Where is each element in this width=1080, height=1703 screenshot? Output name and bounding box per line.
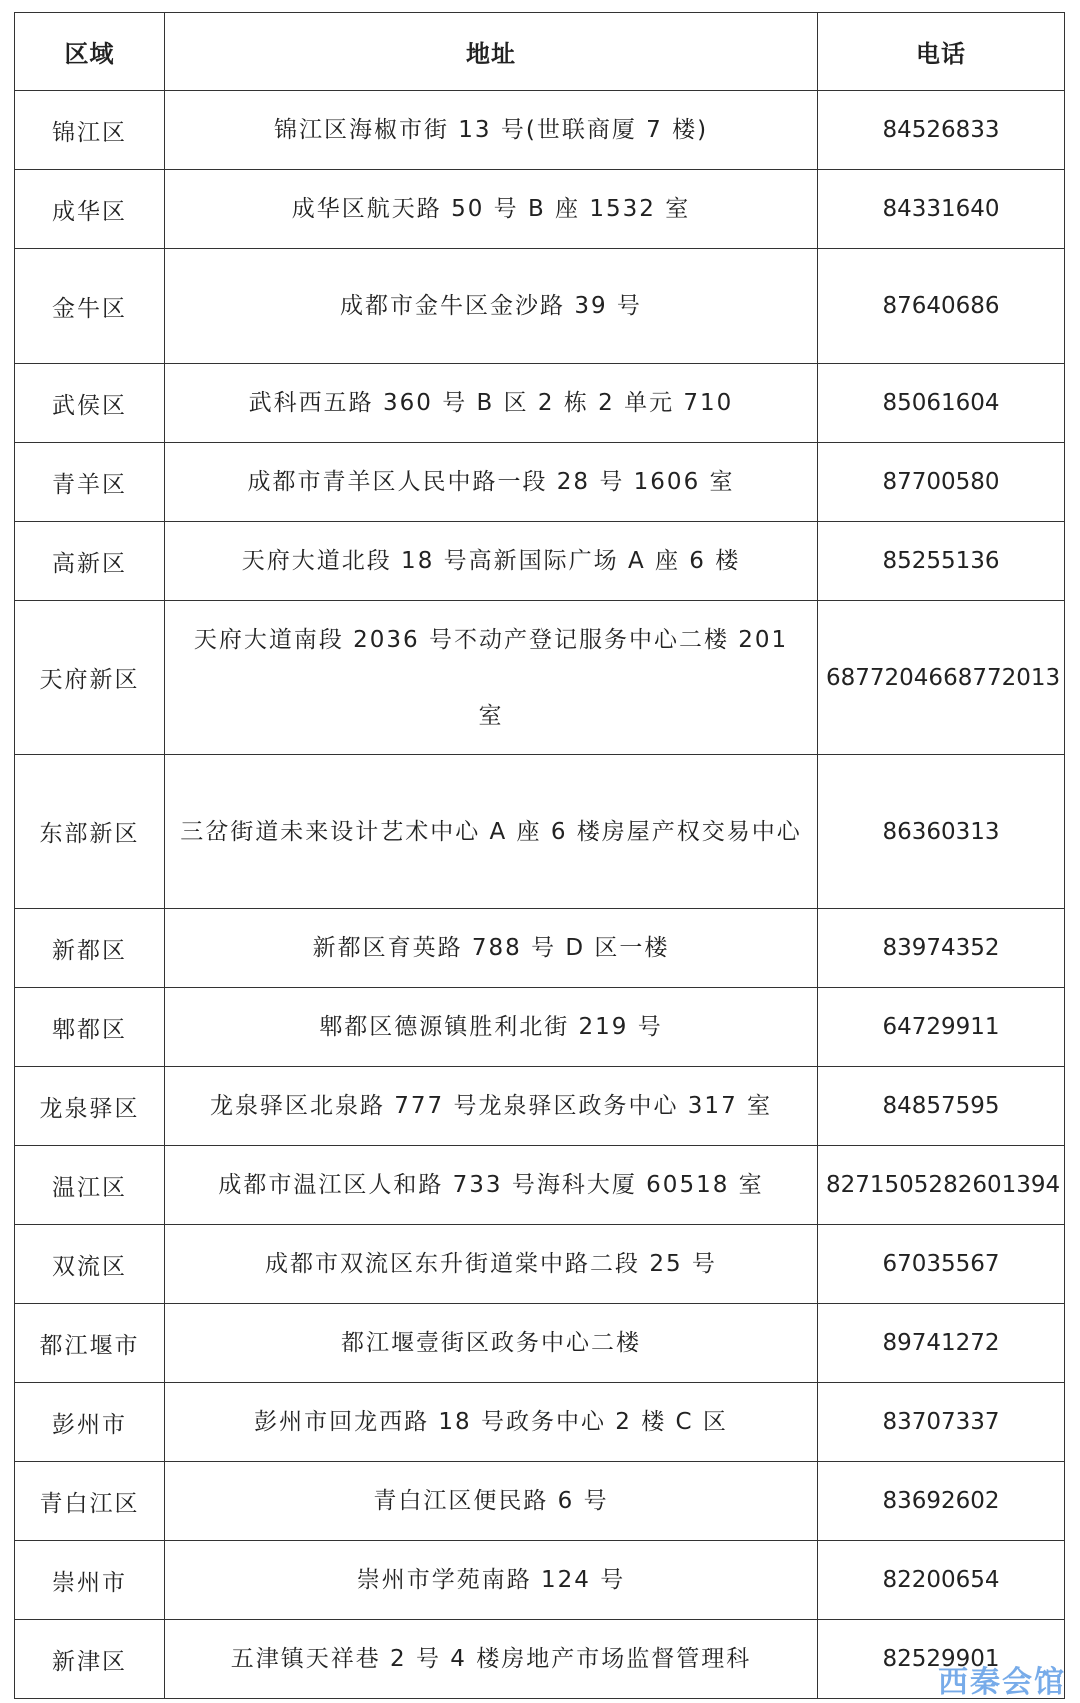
table-row	[15, 1620, 1065, 1699]
district-cell: 龙泉驿区	[15, 1067, 165, 1146]
district-cell: 高新区	[15, 522, 165, 601]
phone-cell: 83974352	[818, 909, 1065, 988]
table-row	[15, 1462, 1065, 1541]
address-cell: 成都市温江区人和路 733 号海科大厦 60518 室	[165, 1146, 818, 1225]
phone-cell: 8271505282601394	[818, 1146, 1065, 1225]
table-row	[15, 364, 1065, 443]
address-cell: 五津镇天祥巷 2 号 4 楼房地产市场监督管理科	[165, 1620, 818, 1699]
phone-cell: 67035567	[818, 1225, 1065, 1304]
watermark-logo: 西秦会馆	[938, 1665, 1066, 1700]
phone-cell: 89741272	[818, 1304, 1065, 1383]
address-cell: 都江堰壹街区政务中心二楼	[165, 1304, 818, 1383]
table-row	[15, 522, 1065, 601]
table-row	[15, 755, 1065, 909]
district-cell: 郫都区	[15, 988, 165, 1067]
phone-cell: 84331640	[818, 170, 1065, 249]
address-cell: 成都市双流区东升街道棠中路二段 25 号	[165, 1225, 818, 1304]
phone-cell: 64729911	[818, 988, 1065, 1067]
address-cell: 三岔街道未来设计艺术中心 A 座 6 楼房屋产权交易中心	[165, 755, 818, 909]
address-cell: 郫都区德源镇胜利北街 219 号	[165, 988, 818, 1067]
table-row	[15, 909, 1065, 988]
address-cell: 成都市青羊区人民中路一段 28 号 1606 室	[165, 443, 818, 522]
district-cell: 都江堰市	[15, 1304, 165, 1383]
phone-cell: 82200654	[818, 1541, 1065, 1620]
header-phone: 电话	[818, 13, 1065, 91]
table-row	[15, 1225, 1065, 1304]
phone-cell: 82529901	[818, 1620, 1065, 1699]
address-cell: 崇州市学苑南路 124 号	[165, 1541, 818, 1620]
district-cell: 成华区	[15, 170, 165, 249]
table-row	[15, 170, 1065, 249]
phone-cell: 85061604	[818, 364, 1065, 443]
table-row	[15, 601, 1065, 755]
office-table-container	[14, 12, 1064, 1699]
address-cell: 成华区航天路 50 号 B 座 1532 室	[165, 170, 818, 249]
phone-cell: 84526833	[818, 91, 1065, 170]
phone-cell: 87640686	[818, 249, 1065, 364]
table-row	[15, 443, 1065, 522]
table-row	[15, 988, 1065, 1067]
district-cell: 温江区	[15, 1146, 165, 1225]
address-cell: 锦江区海椒市街 13 号(世联商厦 7 楼)	[165, 91, 818, 170]
table-row	[15, 1067, 1065, 1146]
table-row	[15, 1304, 1065, 1383]
address-cell: 龙泉驿区北泉路 777 号龙泉驿区政务中心 317 室	[165, 1067, 818, 1146]
district-cell: 天府新区	[15, 601, 165, 755]
table-row	[15, 1383, 1065, 1462]
phone-cell: 83692602	[818, 1462, 1065, 1541]
phone-cell: 84857595	[818, 1067, 1065, 1146]
phone-cell: 86360313	[818, 755, 1065, 909]
table-header-row	[15, 13, 1065, 91]
address-cell: 新都区育英路 788 号 D 区一楼	[165, 909, 818, 988]
district-cell: 锦江区	[15, 91, 165, 170]
phone-cell: 6877204668772013	[818, 601, 1065, 755]
district-cell: 东部新区	[15, 755, 165, 909]
phone-cell: 83707337	[818, 1383, 1065, 1462]
table-row	[15, 91, 1065, 170]
office-table	[14, 12, 1065, 1699]
table-row	[15, 249, 1065, 364]
phone-cell: 85255136	[818, 522, 1065, 601]
district-cell: 青羊区	[15, 443, 165, 522]
district-cell: 青白江区	[15, 1462, 165, 1541]
district-cell: 金牛区	[15, 249, 165, 364]
address-cell: 天府大道北段 18 号高新国际广场 A 座 6 楼	[165, 522, 818, 601]
district-cell: 双流区	[15, 1225, 165, 1304]
table-row	[15, 1146, 1065, 1225]
district-cell: 武侯区	[15, 364, 165, 443]
district-cell: 新津区	[15, 1620, 165, 1699]
table-row	[15, 1541, 1065, 1620]
address-cell: 成都市金牛区金沙路 39 号	[165, 249, 818, 364]
header-address: 地址	[165, 13, 818, 91]
address-cell: 天府大道南段 2036 号不动产登记服务中心二楼 201 室	[165, 601, 818, 755]
district-cell: 新都区	[15, 909, 165, 988]
header-district: 区域	[15, 13, 165, 91]
address-cell: 彭州市回龙西路 18 号政务中心 2 楼 C 区	[165, 1383, 818, 1462]
district-cell: 彭州市	[15, 1383, 165, 1462]
address-cell: 武科西五路 360 号 B 区 2 栋 2 单元 710	[165, 364, 818, 443]
address-cell: 青白江区便民路 6 号	[165, 1462, 818, 1541]
district-cell: 崇州市	[15, 1541, 165, 1620]
phone-cell: 87700580	[818, 443, 1065, 522]
